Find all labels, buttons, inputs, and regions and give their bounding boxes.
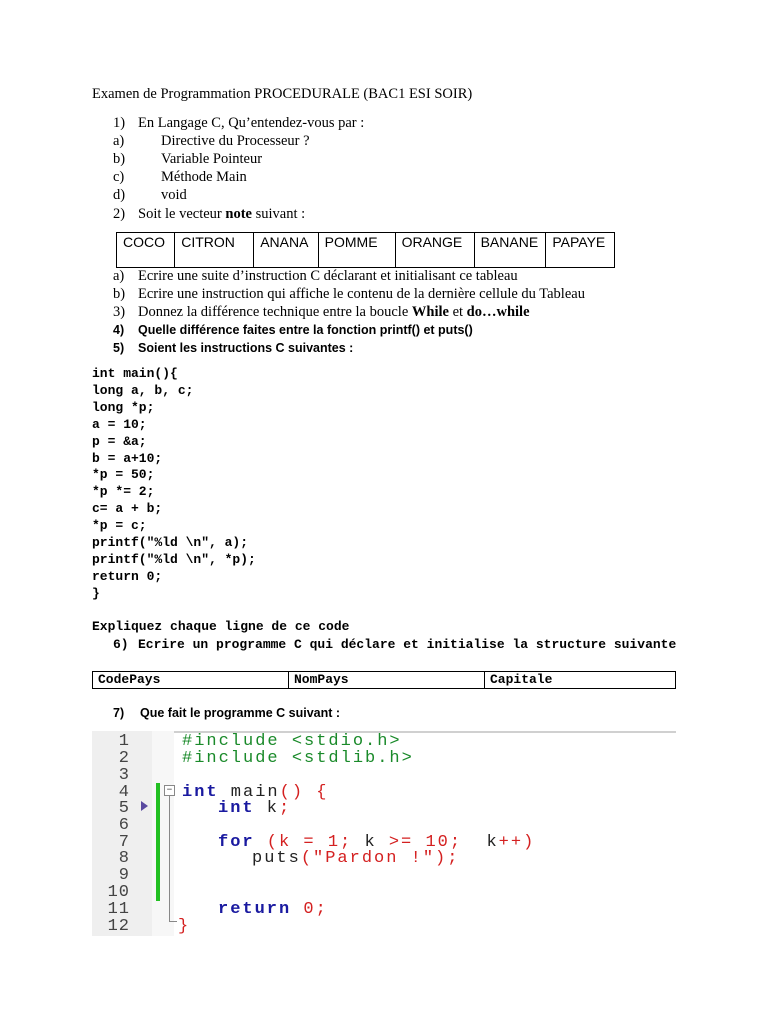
q2-number: 2) [113,206,126,222]
q6-number: 6) [113,637,129,652]
line-number: 5 [118,799,130,818]
code-line: long *p; [92,399,155,415]
structure-table [92,671,676,689]
q1-b-text: Variable Pointeur [161,151,263,167]
note-cell: COCO [117,233,175,268]
struct-col-codepays: CodePays [93,672,289,689]
editor-line-1: #include <stdio.h> [182,732,402,751]
line-number: 10 [107,883,130,902]
editor-line-11: return 0; [218,900,328,919]
struct-col-capitale: Capitale [485,672,676,689]
code-line: b = a+10; [92,450,163,466]
note-vector-table [116,232,615,268]
code-line: printf("%ld \n", a); [92,535,249,551]
code-line: p = &a; [92,433,147,449]
q5-number: 5) [113,341,125,355]
q2-b-letter: b) [113,286,126,302]
editor-line-12: } [178,917,191,936]
code-line: printf("%ld \n", *p); [92,551,256,567]
editor-line-4: int main() { [182,783,329,802]
code-line: long a, b, c; [92,382,194,398]
line-number: 11 [107,900,130,919]
note-cell: BANANE [474,233,546,268]
breakpoint-arrow-icon [141,801,148,811]
fold-guide-end [169,921,177,922]
q1-c-letter: c) [113,169,125,185]
code-line: } [92,585,100,601]
q1-text: En Langage C, Qu’entendez-vous par : [138,115,365,131]
q1-a-text: Directive du Processeur ? [161,133,310,149]
line-number: 2 [118,749,130,768]
note-cell: ORANGE [395,233,474,268]
table-row [93,672,676,689]
line-number: 6 [118,816,130,835]
code-line: *p = c; [92,518,147,534]
q2-a-text: Ecrire une suite d’instruction C déclarant et initialisant ce tableau [138,268,518,284]
fold-collapse-icon: − [164,785,175,796]
q2-a-letter: a) [113,268,125,284]
code-line: int main(){ [92,366,178,381]
exam-title: Examen de Programmation PROCEDURALE (BAC1 ESI SOIR) [92,86,473,102]
q6-text: Ecrire un programme C qui déclare et initialise la structure suivante [138,637,677,652]
q2-text: Soit le vecteur note suivant : [138,206,306,222]
fold-guide [169,796,170,921]
editor-line-5: int k; [218,799,292,818]
q4-text: Quelle différence faites entre la fonction printf() et puts() [138,323,473,337]
code-line: a = 10; [92,416,147,432]
note-cell: CITRON [175,233,254,268]
code-line: return 0; [92,568,163,584]
q1-number: 1) [113,115,126,131]
editor-line-7: for (k = 1; k >= 10; k++) [218,833,536,852]
line-number: 7 [118,833,130,852]
code-line: c= a + b; [92,501,163,517]
q5-code-block [92,366,256,603]
q5-text: Soient les instructions C suivantes : [138,341,354,355]
code-line: *p *= 2; [92,484,155,500]
table-row [117,233,615,268]
line-number: 9 [118,866,130,885]
q1-c-text: Méthode Main [161,169,247,185]
line-number: 3 [118,766,130,785]
editor-line-8: puts("Pardon !"); [252,849,460,868]
line-number: 12 [107,917,130,936]
q3-number: 3) [113,304,126,320]
q1-a-letter: a) [113,133,125,149]
line-number: 4 [118,783,130,802]
changed-lines-marker [156,783,160,901]
q4-number: 4) [113,323,125,337]
struct-col-nompays: NomPays [289,672,485,689]
q1-b-letter: b) [113,151,126,167]
code-line: *p = 50; [92,467,155,483]
code-editor-screenshot [92,731,676,936]
explain-instruction: Expliquez chaque ligne de ce code [92,619,350,634]
q1-d-text: void [161,187,187,203]
line-number: 8 [118,849,130,868]
q1-d-letter: d) [113,187,126,203]
note-cell: ANANA [254,233,318,268]
note-cell: POMME [318,233,395,268]
q7-text: Que fait le programme C suivant : [140,706,341,720]
q7-number: 7) [113,706,125,720]
editor-line-2: #include <stdlib.h> [182,749,414,768]
note-cell: PAPAYE [546,233,615,268]
q3-text: Donnez la différence technique entre la boucle While et do…while [138,304,530,320]
q2-b-text: Ecrire une instruction qui affiche le contenu de la dernière cellule du Tableau [138,286,585,302]
line-number: 1 [118,732,130,751]
